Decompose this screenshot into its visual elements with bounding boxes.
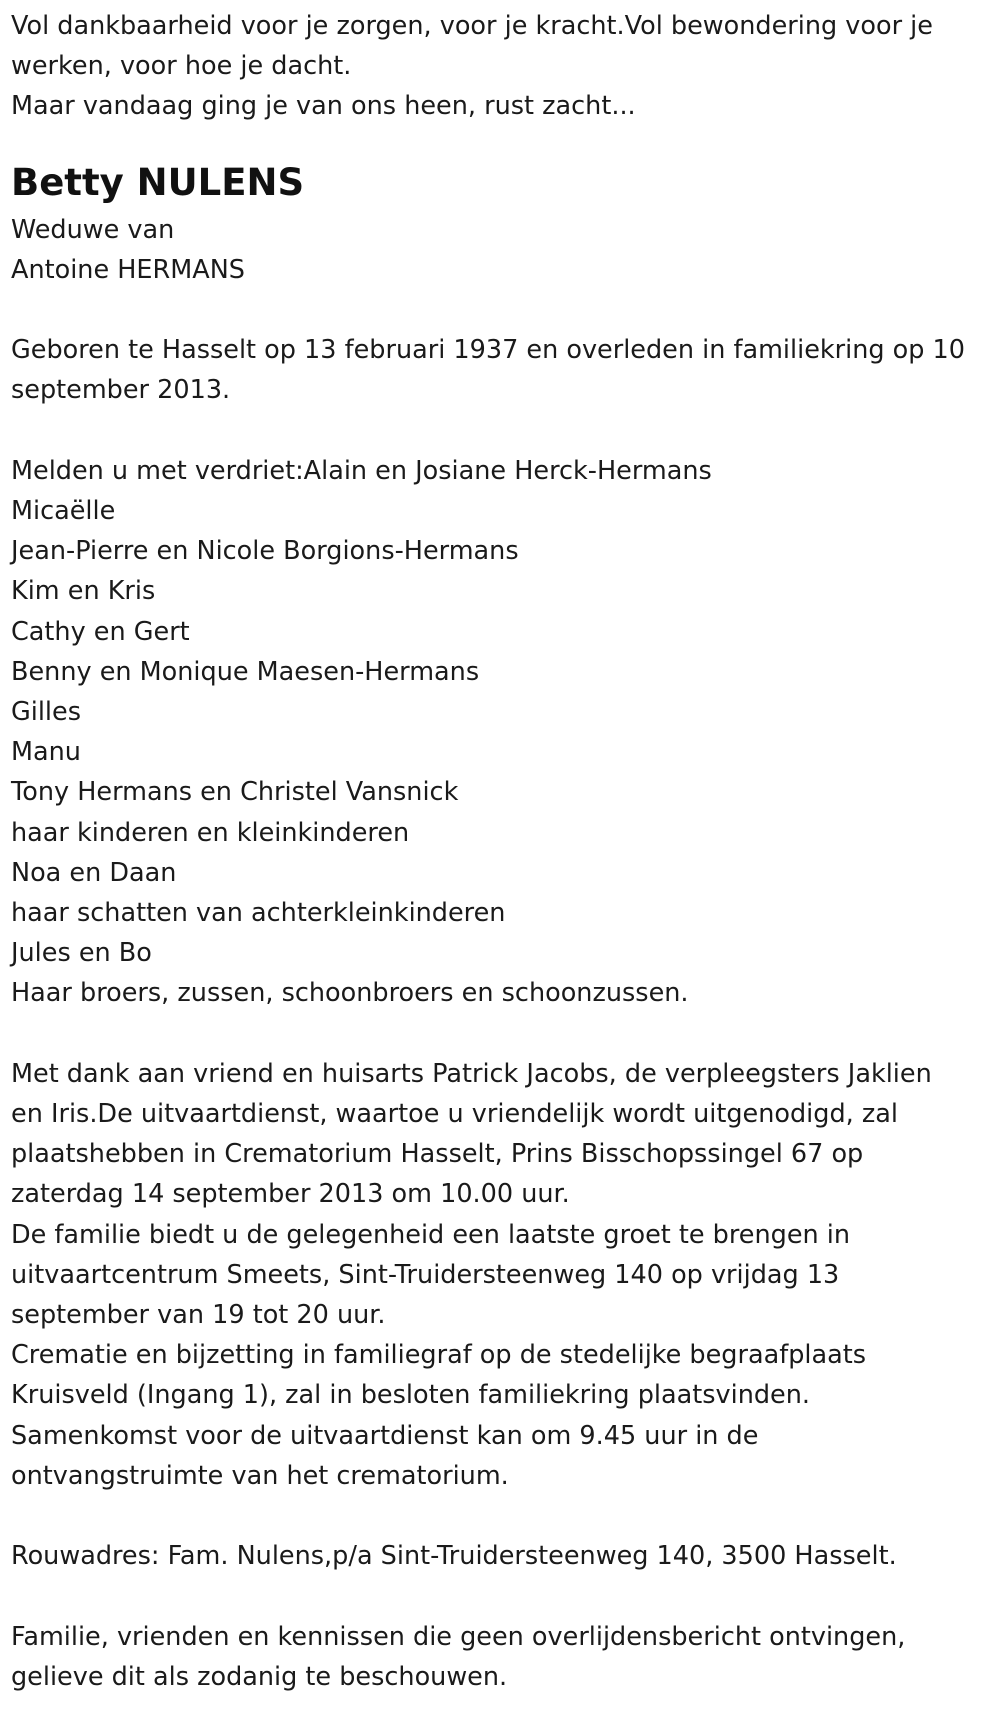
service-line: september van 19 tot 20 uur.: [11, 1300, 386, 1331]
mourner-line: Noa en Daan: [11, 857, 177, 888]
intro-line: Vol dankbaarheid voor je zorgen, voor je kracht.Vol bewondering voor je: [11, 11, 933, 41]
mourner-line: Benny en Monique Maesen-Hermans: [11, 656, 480, 687]
service-line: uitvaartcentrum Smeets, Sint-Truidersteenweg 140 op vrijdag 13: [11, 1259, 840, 1290]
mourner-line: Melden u met verdriet:Alain en Josiane Herck-Hermans: [11, 455, 712, 486]
service-line: Met dank aan vriend en huisarts Patrick Jacobs, de verpleegsters Jaklien: [11, 1058, 932, 1089]
birth-death-line: september 2013.: [11, 375, 231, 406]
mourner-line: Jules en Bo: [11, 938, 152, 969]
service-line: De familie biedt u de gelegenheid een laatste groet te brengen in: [11, 1219, 851, 1250]
service-line: ontvangstruimte van het crematorium.: [11, 1460, 509, 1491]
spacer: [11, 290, 990, 330]
mourner-line: haar kinderen en kleinkinderen: [11, 817, 410, 848]
mourning-address: Rouwadres: Fam. Nulens,p/a Sint-Truidersteenweg 140, 3500 Hasselt.: [11, 1541, 897, 1572]
mourner-line: Kim en Kris: [11, 576, 156, 607]
relation-line: Weduwe van: [11, 214, 175, 245]
closing-line: Familie, vrienden en kennissen die geen overlijdensbericht ontvingen,: [11, 1621, 906, 1652]
spacer: [11, 1576, 990, 1616]
spouse-name: Antoine HERMANS: [11, 254, 245, 285]
service-line: Crematie en bijzetting in familiegraf op de stedelijke begraafplaats: [11, 1340, 867, 1371]
spacer: [11, 1014, 990, 1054]
closing-line: gelieve dit als zodanig te beschouwen.: [11, 1661, 508, 1692]
spacer: [11, 411, 990, 451]
mourners-list: [11, 451, 990, 1014]
mourner-line: haar schatten van achterkleinkinderen: [11, 898, 506, 929]
mourner-line: Gilles: [11, 697, 81, 728]
mourner-line: Cathy en Gert: [11, 616, 190, 647]
intro-line: Maar vandaag ging je van ons heen, rust zacht...: [11, 91, 636, 122]
intro-line: werken, voor hoe je dacht.: [11, 51, 352, 82]
mourner-line: Micaëlle: [11, 496, 116, 526]
deceased-name: Betty NULENS: [11, 160, 305, 204]
mourner-line: Manu: [11, 737, 81, 768]
mourner-line: Haar broers, zussen, schoonbroers en schoonzussen.: [11, 978, 689, 1009]
mourner-line: Jean-Pierre en Nicole Borgions-Hermans: [11, 536, 519, 567]
birth-death-block: [11, 330, 990, 410]
service-line: zaterdag 14 september 2013 om 10.00 uur.: [11, 1179, 570, 1210]
intro-poem: [11, 6, 990, 127]
service-line: Kruisveld (Ingang 1), zal in besloten familiekring plaatsvinden.: [11, 1380, 810, 1411]
birth-death-line: Geboren te Hasselt op 13 februari 1937 en overleden in familiekring op 10: [11, 335, 966, 366]
service-line: Samenkomst voor de uitvaartdienst kan om 9.45 uur in de: [11, 1420, 759, 1451]
service-details: [11, 1054, 990, 1496]
spacer: [11, 1496, 990, 1536]
closing-note: [11, 1617, 990, 1697]
relation-block: [11, 210, 990, 290]
service-line: plaatshebben in Crematorium Hasselt, Prins Bisschopssingel 67 op: [11, 1139, 864, 1170]
mourner-line: Tony Hermans en Christel Vansnick: [11, 777, 459, 808]
service-line: en Iris.De uitvaartdienst, waartoe u vriendelijk wordt uitgenodigd, zal: [11, 1099, 898, 1130]
